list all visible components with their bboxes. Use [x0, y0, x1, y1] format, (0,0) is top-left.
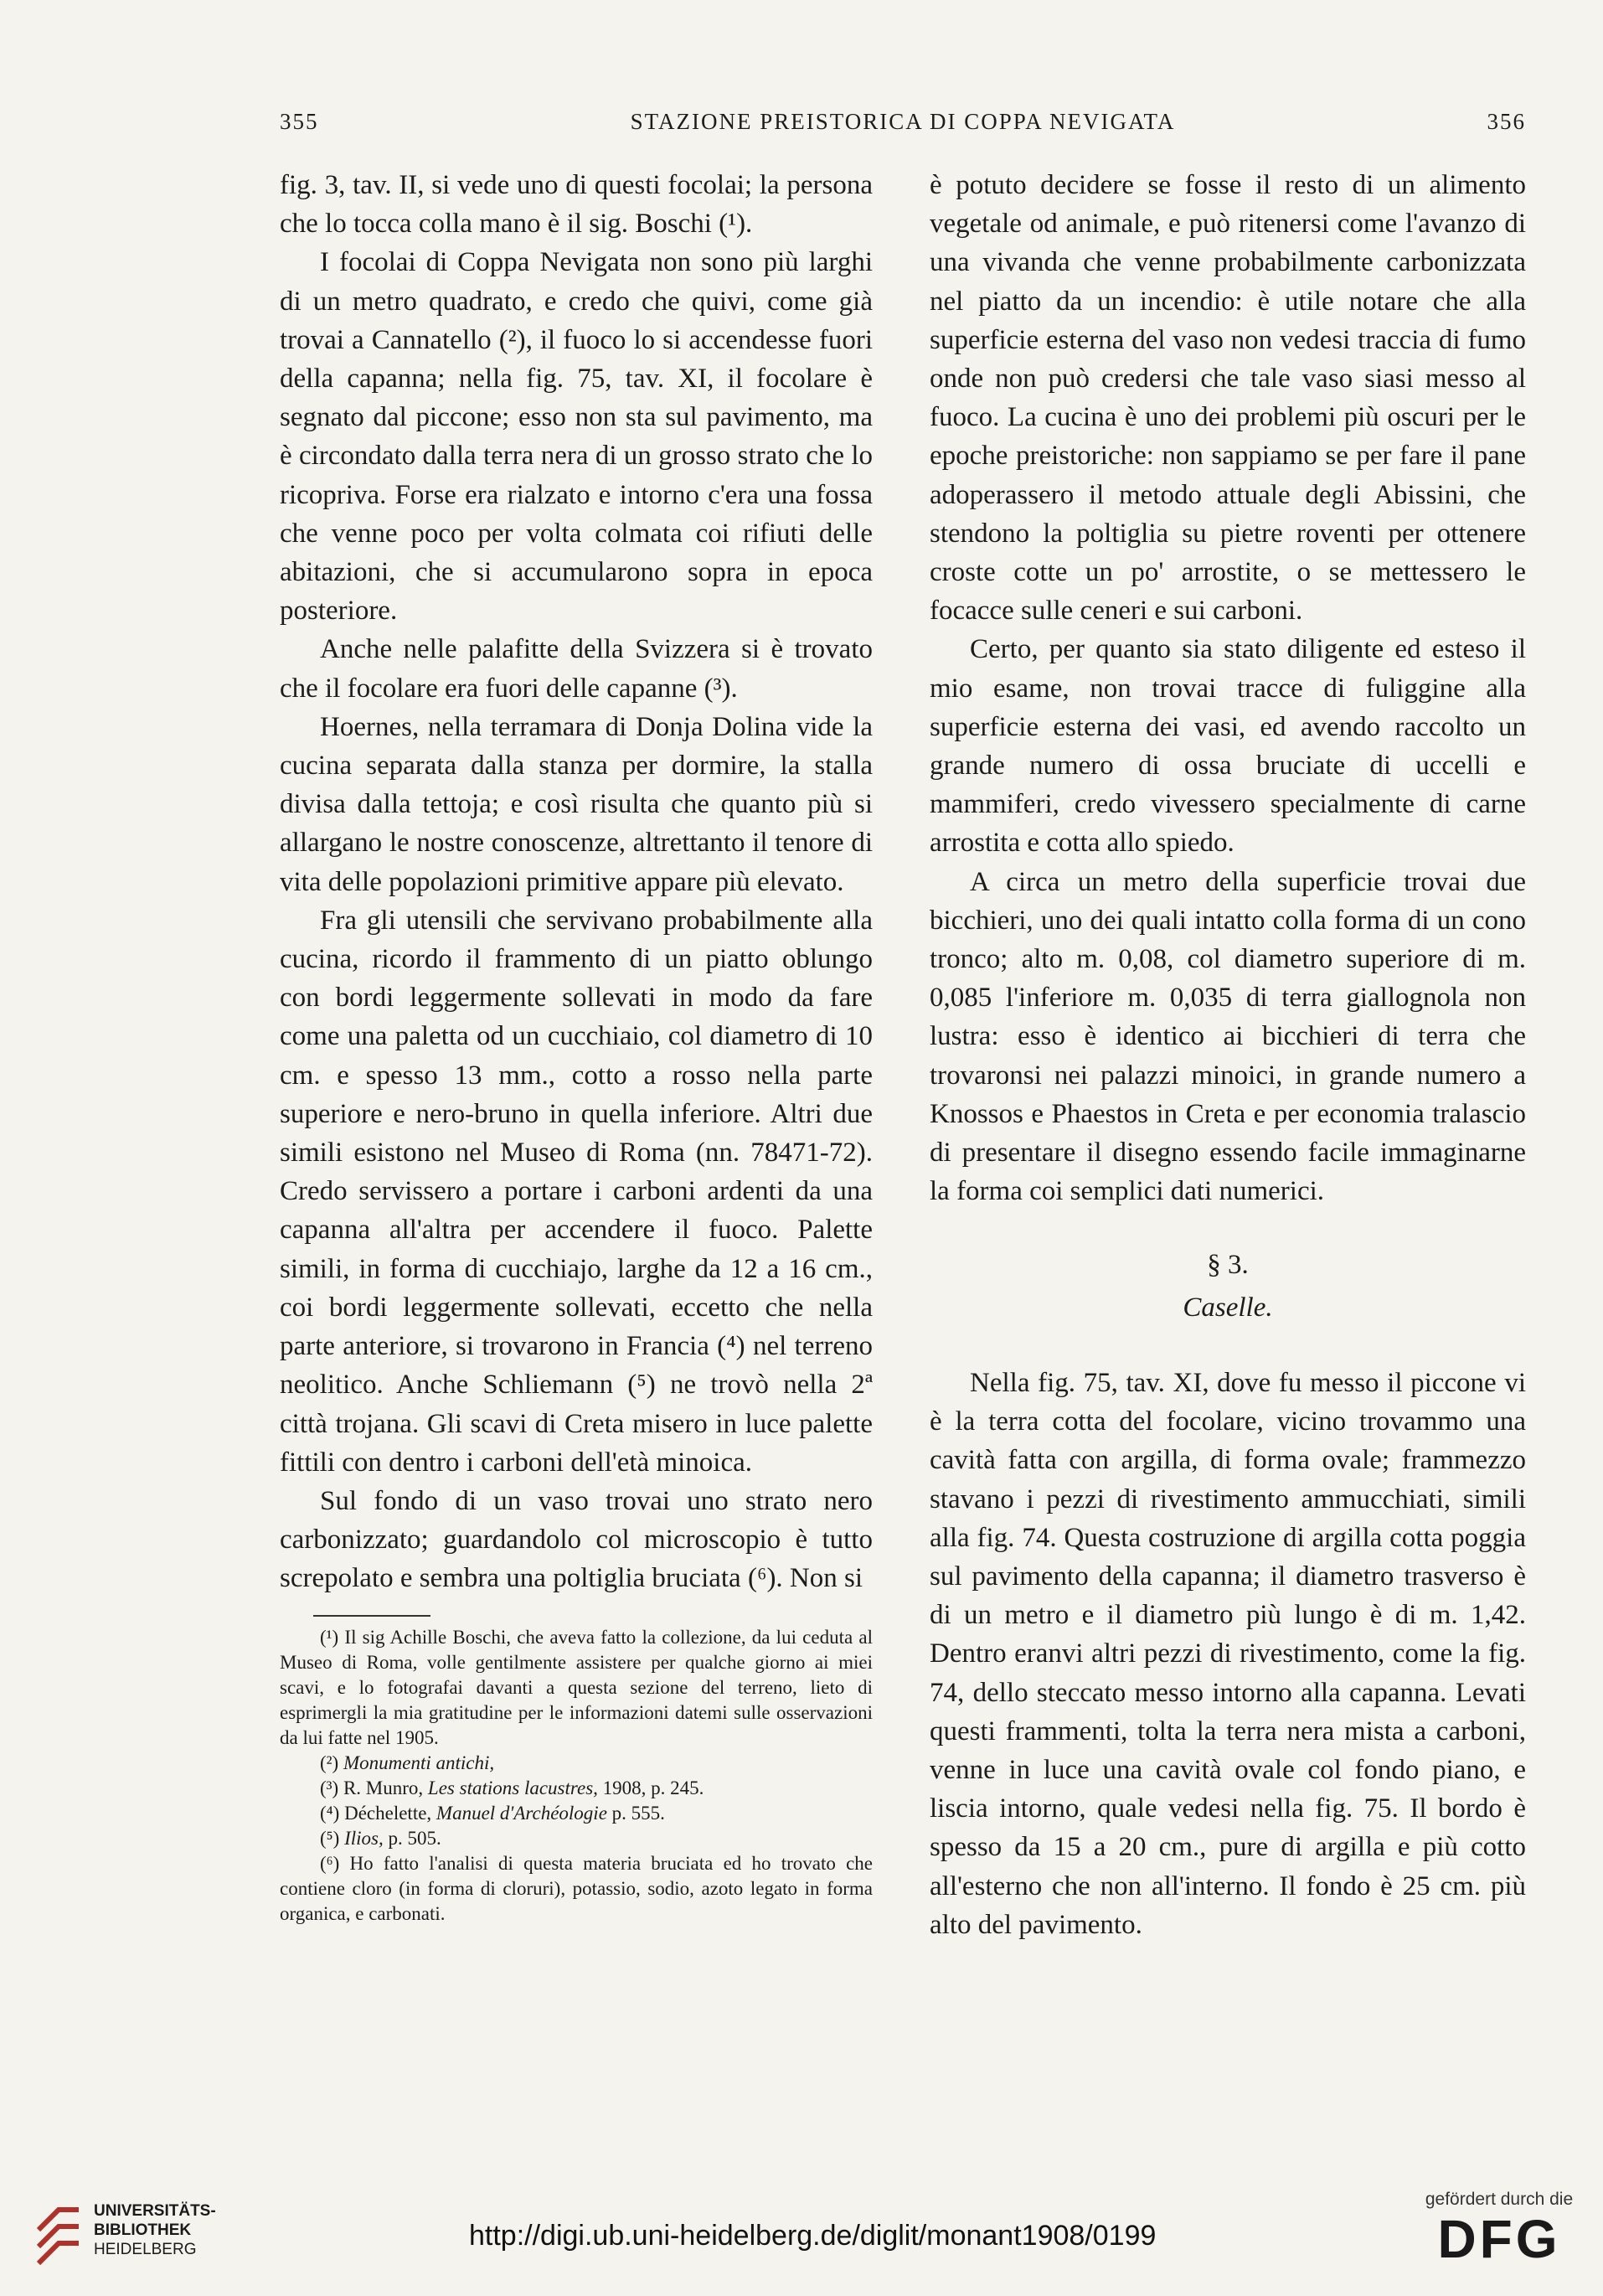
paragraph: Sul fondo di un vaso trovai uno strato nero carbonizzato; guardandolo col microscopio è tutto screpolato e sembra una poltiglia bruciata (⁶). Non si [280, 1485, 873, 1594]
permalink-url[interactable]: http://digi.ub.uni-heidelberg.de/diglit/monant1908/0199 [469, 2220, 1157, 2252]
digitization-footer [0, 2178, 1603, 2296]
library-logo-icon [34, 2196, 87, 2272]
running-title: STAZIONE PREISTORICA DI COPPA NEVIGATA [630, 109, 1176, 134]
footnote-4: (⁴) Déchelette, Manuel d'Archéologie p. 555. [320, 1802, 665, 1824]
section-title: Caselle. [1183, 1292, 1273, 1323]
page-number-left: 355 [280, 109, 319, 134]
paragraph: Certo, per quanto sia stato diligente ed esteso il mio esame, non trovai tracce di fuliggine alla superficie esterna dei vasi, ed avendo raccolto un grande numero di ossa bruciate di uccelli e mammiferi, credo vivessero specialmente di carne arrostita e cotta allo spiedo. [930, 634, 1526, 859]
library-logo[interactable] [34, 2196, 285, 2280]
section-number: § 3. [1207, 1250, 1249, 1281]
left-column [280, 166, 873, 1927]
footnote-6: (⁶) Ho fatto l'analisi di questa materia bruciata ed ho trovato che contiene cloro (in forma di cloruri), potassio, sodio, azoto legato in forma organica, e carbonati. [280, 1852, 873, 1924]
paragraph: Nella fig. 75, tav. XI, dove fu messo il piccone vi è la terra cotta del focolare, vicino trovammo una cavità fatta con argilla, di forma ovale; frammezzo stavano i pezzi di rivestimento ammucchiati, simili alla fig. 74. Questa costruzione di argilla cotta poggia sul pavimento della capanna; il diametro trasverso è di un metro e il diametro più lungo è di m. 1,42. Dentro eranvi altri pezzi di rivestimento, come la fig. 74, dello steccato messo intorno alla capanna. Levati questi frammenti, tolta la terra nera mista a carboni, venne in luce una cavità ovale col fondo piano, e liscia intorno, quale vedesi nella fig. 75. Il bordo è spesso da 15 a 20 cm., pure di argilla e più cotto all'esterno che non all'interno. Il fondo è 25 cm. più alto del pavimento. [930, 1367, 1526, 1940]
footnote-divider [313, 1615, 430, 1617]
footnote-5: (⁵) Ilios, p. 505. [320, 1827, 441, 1849]
footnote-3: (³) R. Munro, Les stations lacustres, 1908, p. 245. [320, 1777, 704, 1798]
paragraph: Hoernes, nella terramara di Donja Dolina vide la cucina separata dalla stanza per dormire, la stalla divisa dalla tettoja; e così risulta che quanto più si allargano le nostre conoscenze, altrettanto il tenore di vita delle popolazioni primitive appare più elevato. [280, 711, 873, 897]
paragraph: Anche nelle palafitte della Svizzera si è trovato che il focolare era fuori delle capanne (³). [280, 634, 873, 704]
funder-logo[interactable] [1415, 2190, 1583, 2268]
funder-note: gefördert durch die [1425, 2190, 1574, 2209]
running-header [280, 109, 1526, 142]
paragraph: A circa un metro della superficie trovai due bicchieri, uno dei quali intatto colla forma di un cono tronco; alto m. 0,08, col diametro superiore di m. 0,085 l'inferiore m. 0,035 di terra giallognola non lustra: esso è identico ai bicchieri di terra che trovaronsi nei palazzi minoici, in grande numero a Knossos e Phaestos in Creta e per economia tralascio di presentare il disegno essendo facile immaginarne la forma coi semplici dati numerici. [930, 866, 1526, 1207]
library-logo-text: UNIVERSITÄTS- BIBLIOTHEK HEIDELBERG [94, 2202, 216, 2258]
paragraph: è potuto decidere se fosse il resto di un alimento vegetale od animale, e può ritenersi come l'avanzo di una vivanda che venne probabilmente carbonizzata nel piatto da un incendio: è utile notare che alla superficie esterna del vaso non vedesi traccia di fumo onde non può credersi che tale vaso siasi messo al fuoco. La cucina è uno dei problemi più oscuri per le epoche preistoriche: non sappiamo se per fare il pane adoperassero il metodo attuale degli Abissini, che stendono la poltiglia su pietre roventi per ottenere croste cotte un po' arrostite, o se mettessero le focacce sulle ceneri e sui carboni. [930, 170, 1526, 627]
paragraph: Fra gli utensili che servivano probabilmente alla cucina, ricordo il frammento di un piatto oblungo con bordi leggermente sollevati in modo da fare come una paletta od un cucchiaio, col diametro di 10 cm. e spesso 13 mm., cotto a rosso nella parte superiore e nero-bruno in quella inferiore. Altri due simili esistono nel Museo di Roma (nn. 78471-72). Credo servissero a portare i carboni ardenti da una capanna all'altra per accendere il fuoco. Palette simili, in forma di cucchiajo, larghe da 12 a 16 cm., coi bordi leggermente sollevati, eccetto che nella parte anteriore, si trovarono in Francia (⁴) nel terreno neolitico. Anche Schliemann (⁵) ne trovò nella 2ª città trojana. Gli scavi di Creta misero in luce palette fittili con dentro i carboni dell'età minoica. [280, 905, 873, 1478]
footnote-2: (²) Monumenti antichi, [320, 1752, 495, 1773]
right-column [930, 166, 1526, 1944]
dfg-logo: DFG [1437, 2209, 1561, 2269]
page-number-right: 356 [1487, 109, 1526, 134]
paragraph: fig. 3, tav. II, si vede uno di questi focolai; la persona che lo tocca colla mano è il sig. Boschi (¹). [280, 170, 873, 240]
paragraph: I focolai di Coppa Nevigata non sono più larghi di un metro quadrato, e credo che quivi, come già trovai a Cannatello (²), il fuoco lo si accendesse fuori della capanna; nella fig. 75, tav. XI, il focolare è segnato dal piccone; esso non sta sul pavimento, ma è circondato dalla terra nera di un grosso strato che lo ricopriva. Forse era rialzato e intorno c'era una fossa che venne poco per volta colmata coi rifiuti delle abitazioni, che si accumularono sopra in epoca posteriore. [280, 247, 873, 627]
footnote-1: (¹) Il sig Achille Boschi, che aveva fatto la collezione, da lui ceduta al Museo di Roma, volle gentilmente assistere per qualche giorno ai miei scavi, e lo fotografai davanti a questa sezione del terreno, lieto di esprimergli la mia gratitudine per le informazioni datemi sulle osservazioni da lui fatte nel 1905. [280, 1626, 873, 1748]
